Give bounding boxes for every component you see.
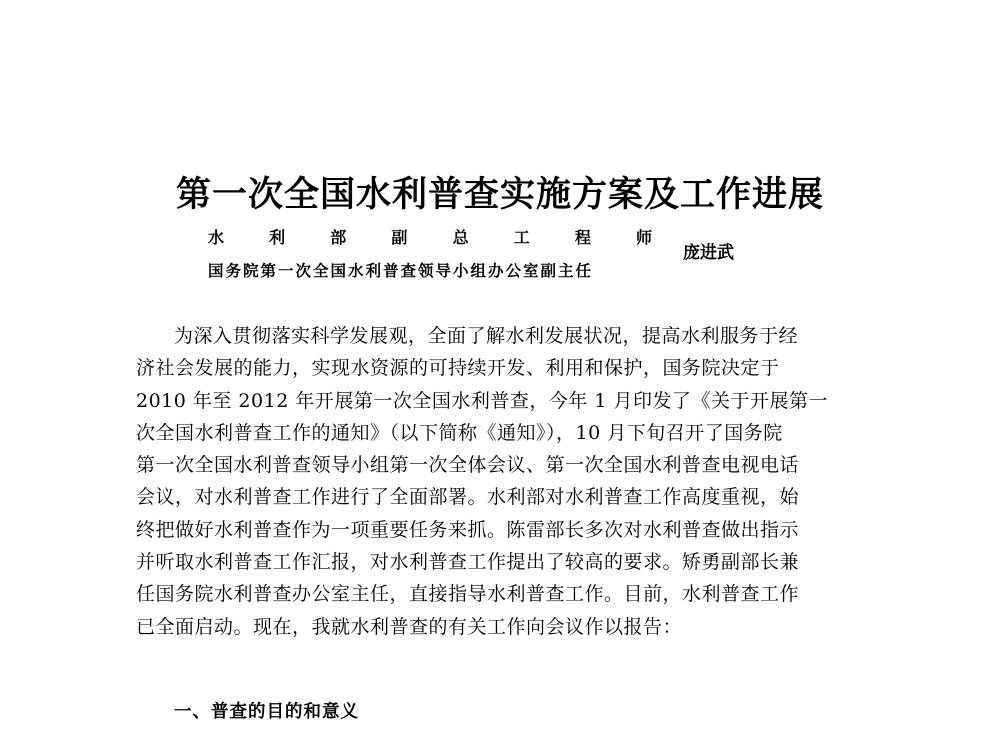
body-line: 济社会发展的能力，实现水资源的可持续开发、利用和保护，国务院决定于 (136, 357, 780, 380)
author-organization-role: 国务院第一次全国水利普查领导小组办公室副主任 (208, 262, 594, 280)
body-line: 已全面启动。现在，我就水利普查的有关工作向会议作以报告： (136, 615, 683, 638)
body-line: 2010 年至 2012 年开展第一次全国水利普查，今年 1 月印发了《关于开展第一 (136, 389, 828, 412)
author-role-char: 副 (391, 228, 408, 247)
author-role-char: 水 (208, 228, 225, 247)
author-role-char: 师 (635, 228, 652, 247)
body-line: 终把做好水利普查作为一项重要任务来抓。陈雷部长多次对水利普查做出指示 (136, 518, 800, 541)
body-line: 次全国水利普查工作的通知》（以下简称《通知》），10 月下旬召开了国务院 (136, 421, 783, 444)
section-heading: 一、普查的目的和意义 (174, 702, 359, 722)
author-role (208, 226, 652, 250)
author-name: 庞进武 (683, 243, 734, 263)
body-line: 并听取水利普查工作汇报，对水利普查工作提出了较高的要求。矫勇副部长兼 (136, 551, 800, 574)
body-line: 第一次全国水利普查领导小组第一次全体会议、第一次全国水利普查电视电话 (136, 454, 800, 477)
body-line: 任国务院水利普查办公室主任，直接指导水利普查工作。目前，水利普查工作 (136, 583, 800, 606)
author-role-char: 程 (574, 228, 591, 247)
body-line: 会议，对水利普查工作进行了全面部署。水利部对水利普查工作高度重视，始 (136, 486, 800, 509)
document-title: 第一次全国水利普查实施方案及工作进展 (175, 175, 824, 215)
author-role-char: 工 (513, 228, 530, 247)
author-role-char: 利 (269, 228, 286, 247)
author-role-char: 部 (330, 228, 347, 247)
author-role-char: 总 (452, 228, 469, 247)
body-line: 为深入贯彻落实科学发展观，全面了解水利发展状况，提高水利服务于经 (174, 325, 799, 347)
body-paragraph (136, 320, 860, 643)
